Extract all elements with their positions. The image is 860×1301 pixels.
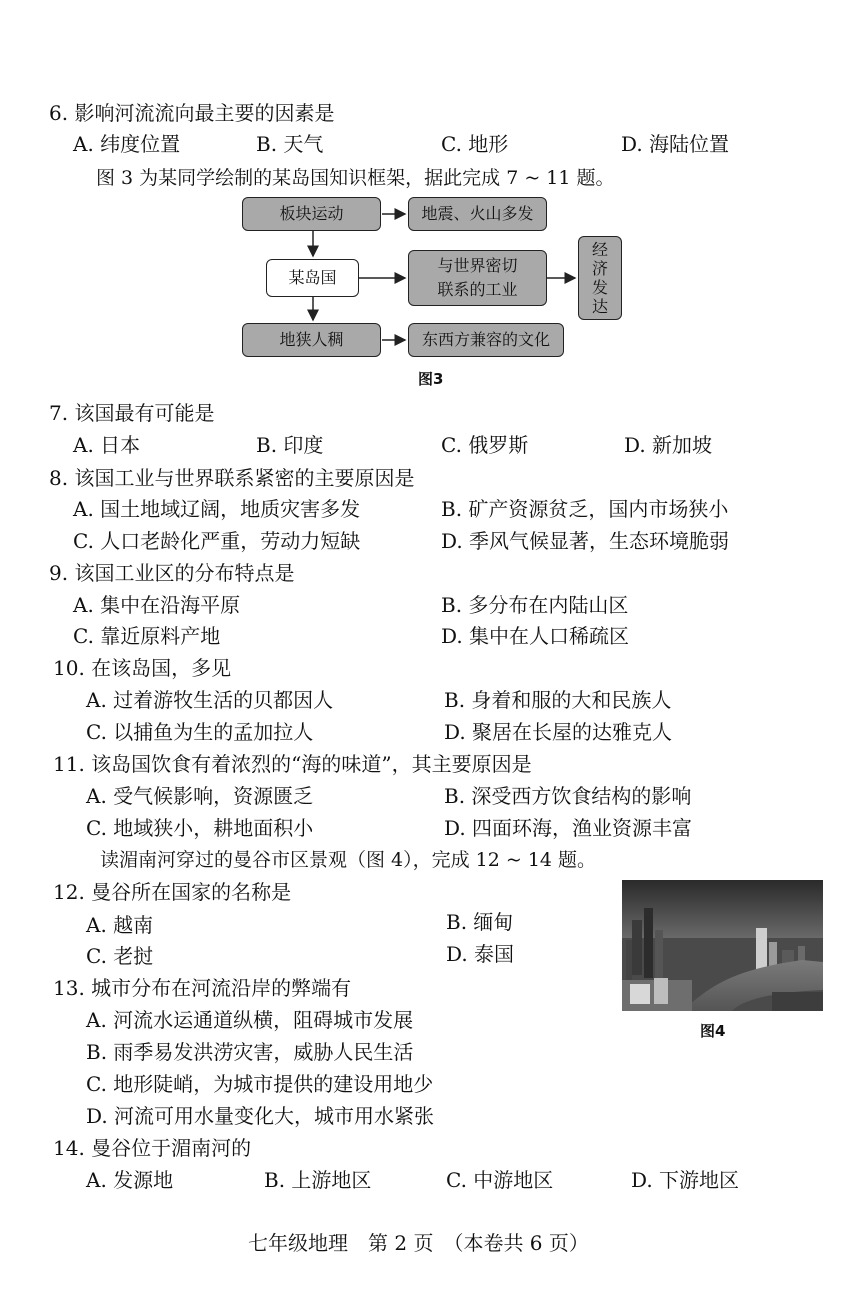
q11-option-b: B. 深受西方饮食结构的影响	[444, 784, 692, 808]
q14-option-a: A. 发源地	[86, 1168, 174, 1192]
q12-option-a: A. 越南	[86, 913, 154, 937]
q8-option-b: B. 矿产资源贫乏，国内市场狭小	[441, 497, 729, 521]
intro-figure4: 读湄南河穿过的曼谷市区景观（图 4），完成 12 ~ 14 题。	[100, 849, 597, 871]
q7-option-b: B. 印度	[256, 433, 324, 457]
question-8-stem: 8. 该国工业与世界联系紧密的主要原因是	[49, 466, 415, 490]
q6-option-c: C. 地形	[441, 132, 509, 156]
q8-option-d: D. 季风气候显著，生态环境脆弱	[441, 529, 730, 553]
box-economy-developed	[578, 236, 622, 320]
figure4-caption: 图4	[700, 1022, 726, 1040]
q8-option-c: C. 人口老龄化严重，劳动力短缺	[73, 529, 361, 553]
bangkok-city-photo	[622, 880, 823, 1011]
box-industry	[408, 250, 547, 306]
question-13-stem: 13. 城市分布在河流沿岸的弊端有	[53, 976, 352, 1000]
q9-option-b: B. 多分布在内陆山区	[441, 593, 629, 617]
q8-option-a: A. 国土地域辽阔，地质灾害多发	[73, 497, 361, 521]
q13-option-c: C. 地形陡峭，为城市提供的建设用地少	[86, 1072, 434, 1096]
question-7-stem: 7. 该国最有可能是	[49, 401, 215, 425]
q7-option-c: C. 俄罗斯	[441, 433, 529, 457]
q14-option-c: C. 中游地区	[446, 1168, 554, 1192]
q13-option-b: B. 雨季易发洪涝灾害，威胁人民生活	[86, 1040, 414, 1064]
box-earthquake-volcano: 地震、火山多发	[408, 197, 547, 231]
box-island-country: 某岛国	[266, 259, 359, 297]
q7-option-d: D. 新加坡	[624, 433, 713, 457]
economy-char-4: 达	[591, 297, 608, 316]
intro-figure3: 图 3 为某同学绘制的某岛国知识框架，据此完成 7 ~ 11 题。	[96, 167, 615, 189]
q9-option-c: C. 靠近原料产地	[73, 624, 221, 648]
q13-option-d: D. 河流可用水量变化大，城市用水紧张	[86, 1104, 435, 1128]
q12-option-d: D. 泰国	[446, 942, 515, 966]
question-9-stem: 9. 该国工业区的分布特点是	[49, 561, 295, 585]
q13-option-a: A. 河流水运通道纵横，阻碍城市发展	[86, 1008, 414, 1032]
q12-option-b: B. 缅甸	[446, 910, 514, 934]
q14-option-d: D. 下游地区	[631, 1168, 740, 1192]
q7-option-a: A. 日本	[73, 433, 141, 457]
q12-option-c: C. 老挝	[86, 944, 154, 968]
q11-option-c: C. 地域狭小，耕地面积小	[86, 816, 314, 840]
figure3-caption: 图3	[418, 370, 444, 388]
q10-option-a: A. 过着游牧生活的贝都因人	[86, 688, 334, 712]
q14-option-b: B. 上游地区	[264, 1168, 372, 1192]
economy-char-1: 经	[591, 240, 608, 259]
industry-line-2: 联系的工业	[437, 280, 518, 299]
economy-char-2: 济	[591, 259, 608, 278]
q6-option-d: D. 海陆位置	[621, 132, 730, 156]
q9-option-a: A. 集中在沿海平原	[73, 593, 241, 617]
question-14-stem: 14. 曼谷位于湄南河的	[53, 1136, 252, 1160]
question-10-stem: 10. 在该岛国，多见	[53, 656, 232, 680]
q11-option-a: A. 受气候影响，资源匮乏	[86, 784, 314, 808]
q10-option-c: C. 以捕鱼为生的孟加拉人	[86, 720, 314, 744]
q9-option-d: D. 集中在人口稀疏区	[441, 624, 630, 648]
box-land-population: 地狭人稠	[242, 323, 381, 357]
q10-option-b: B. 身着和服的大和民族人	[444, 688, 672, 712]
industry-line-1: 与世界密切	[437, 256, 518, 275]
q6-option-b: B. 天气	[256, 132, 324, 156]
economy-char-3: 发	[591, 278, 608, 297]
q11-option-d: D. 四面环海，渔业资源丰富	[444, 816, 693, 840]
box-plate-movement: 板块运动	[242, 197, 381, 231]
question-11-stem: 11. 该岛国饮食有着浓烈的“海的味道”，其主要原因是	[53, 752, 532, 776]
question-12-stem: 12. 曼谷所在国家的名称是	[53, 880, 292, 904]
box-culture: 东西方兼容的文化	[408, 323, 564, 357]
q10-option-d: D. 聚居在长屋的达雅克人	[444, 720, 673, 744]
q6-option-a: A. 纬度位置	[73, 132, 181, 156]
page-footer: 七年级地理 第 2 页 （本卷共 6 页）	[248, 1231, 589, 1255]
question-6-stem: 6. 影响河流流向最主要的因素是	[49, 101, 335, 125]
